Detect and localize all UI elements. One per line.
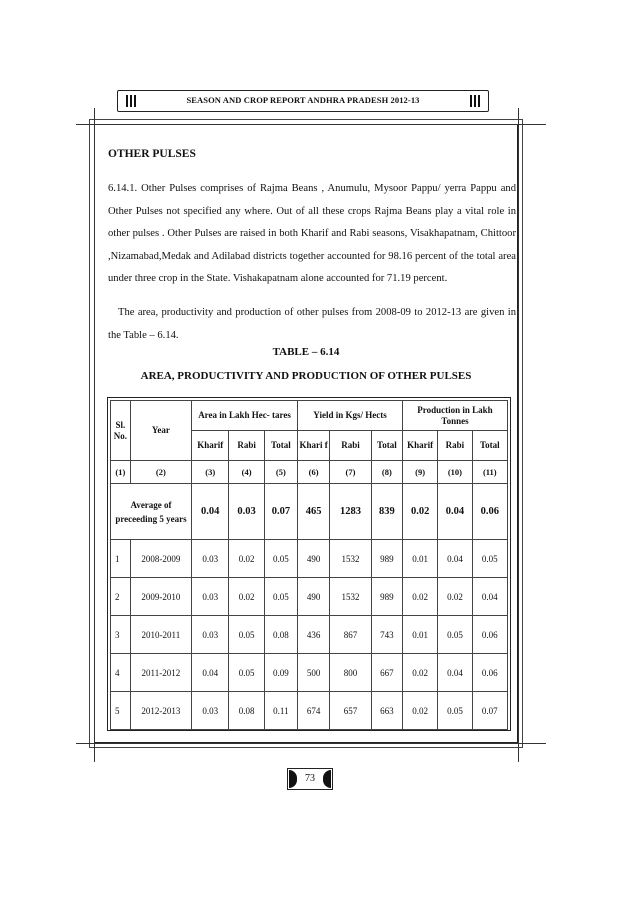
header-production-total: Total [472,431,507,461]
row-year: 2009-2010 [130,578,191,616]
row-value: 1532 [330,540,372,578]
header-area-total: Total [264,431,297,461]
header-area: Area in Lakh Hec- tares [192,401,298,431]
frame-bottom-extension [76,743,546,744]
row-value: 674 [298,692,330,730]
header-title: SEASON AND CROP REPORT ANDHRA PRADESH 2012-13 [186,95,420,105]
header-area-rabi: Rabi [229,431,264,461]
header-production: Production in Lakh Tonnes [402,401,507,431]
row-value: 0.02 [402,692,437,730]
row-value: 0.03 [192,692,229,730]
row-value: 490 [298,578,330,616]
row-value: 436 [298,616,330,654]
header-area-kharif: Kharif [192,431,229,461]
header-yield-rabi: Rabi [330,431,372,461]
row-value: 0.05 [472,540,507,578]
row-year: 2010-2011 [130,616,191,654]
column-number: (8) [371,461,402,484]
column-number: (7) [330,461,372,484]
row-value: 0.04 [472,578,507,616]
row-value: 800 [330,654,372,692]
row-value: 0.08 [264,616,297,654]
row-year: 2008-2009 [130,540,191,578]
row-sl: 5 [111,692,131,730]
header-yield: Yield in Kgs/ Hects [298,401,403,431]
row-value: 867 [330,616,372,654]
column-number: (6) [298,461,330,484]
row-sl: 4 [111,654,131,692]
header-year: Year [130,401,191,461]
average-row [111,484,508,540]
row-value: 0.06 [472,616,507,654]
average-value: 0.02 [402,484,437,540]
row-value: 989 [371,540,402,578]
table-row [111,578,508,616]
header-production-rabi: Rabi [438,431,472,461]
row-value: 743 [371,616,402,654]
row-value: 0.05 [438,692,472,730]
average-value: 0.07 [264,484,297,540]
row-value: 0.01 [402,616,437,654]
row-value: 500 [298,654,330,692]
row-value: 0.05 [229,616,264,654]
average-value: 465 [298,484,330,540]
row-year: 2012-2013 [130,692,191,730]
table-row [111,654,508,692]
row-value: 0.05 [264,540,297,578]
column-number-row [111,461,508,484]
banner-right-mark [470,95,480,107]
frame-top-extension [76,124,546,125]
table-row [111,540,508,578]
table-row [111,616,508,654]
column-number: (3) [192,461,229,484]
row-value: 0.02 [402,654,437,692]
row-value: 0.06 [472,654,507,692]
header-banner [117,90,489,112]
paragraph-2: The area, productivity and production of other pulses from 2008-09 to 2012-13 are given in the Table – 6.14. [108,307,516,341]
header-production-kharif: Kharif [402,431,437,461]
row-value: 0.03 [192,540,229,578]
table-title: TABLE – 6.14 [272,346,340,358]
average-value: 0.06 [472,484,507,540]
row-value: 490 [298,540,330,578]
column-number: (9) [402,461,437,484]
average-value: 0.03 [229,484,264,540]
row-value: 0.08 [229,692,264,730]
row-value: 663 [371,692,402,730]
column-number: (4) [229,461,264,484]
header-sl: Sl. No. [111,401,131,461]
section-heading: OTHER PULSES [108,148,196,160]
column-number: (11) [472,461,507,484]
paragraph-1: 6.14.1. Other Pulses comprises of Rajma Beans , Anumulu, Mysoor Pappu/ yerra Pappu and Other Pulses not specified any where. Out of all these crops Rajma Beans play a vital role in other pulses . Other Pulses are raised in both Kharif and Rabi seasons, Visakhapatnam, Chittoor ,Nizamabad,Medak and Adilabad districts together accounted for 98.16 percent of the total area under three crop in the State. Vishakapatnam alone accounted for 71.19 percent. [108,183,516,284]
table-subtitle: AREA, PRODUCTIVITY AND PRODUCTION OF OTHER PULSES [140,370,472,382]
row-value: 657 [330,692,372,730]
row-value: 989 [371,578,402,616]
column-number: (1) [111,461,131,484]
column-number: (5) [264,461,297,484]
row-value: 0.01 [402,540,437,578]
frame-right-extension [518,108,519,762]
row-value: 0.04 [438,654,472,692]
header-yield-total: Total [371,431,402,461]
row-value: 1532 [330,578,372,616]
row-value: 0.07 [472,692,507,730]
row-value: 0.04 [192,654,229,692]
data-table-wrapper [107,397,511,731]
row-value: 0.02 [229,578,264,616]
row-value: 0.05 [264,578,297,616]
row-value: 0.02 [229,540,264,578]
column-number: (2) [130,461,191,484]
column-number: (10) [438,461,472,484]
frame-left-extension [94,108,95,762]
average-value: 1283 [330,484,372,540]
row-value: 0.09 [264,654,297,692]
page-number-text: 73 [305,773,315,784]
row-year: 2011-2012 [130,654,191,692]
average-label: Average of preceeding 5 years [111,484,192,540]
average-value: 839 [371,484,402,540]
row-sl: 3 [111,616,131,654]
data-table [110,400,508,730]
row-value: 0.11 [264,692,297,730]
row-value: 0.03 [192,578,229,616]
header-yield-kharif: Khari f [298,431,330,461]
page-number [287,768,333,790]
average-value: 0.04 [192,484,229,540]
header-row-1 [111,401,508,431]
average-value: 0.04 [438,484,472,540]
row-value: 0.02 [402,578,437,616]
row-value: 0.05 [229,654,264,692]
row-value: 0.05 [438,616,472,654]
row-value: 667 [371,654,402,692]
row-value: 0.03 [192,616,229,654]
row-value: 0.02 [438,578,472,616]
table-row [111,692,508,730]
row-value: 0.04 [438,540,472,578]
row-sl: 1 [111,540,131,578]
row-sl: 2 [111,578,131,616]
